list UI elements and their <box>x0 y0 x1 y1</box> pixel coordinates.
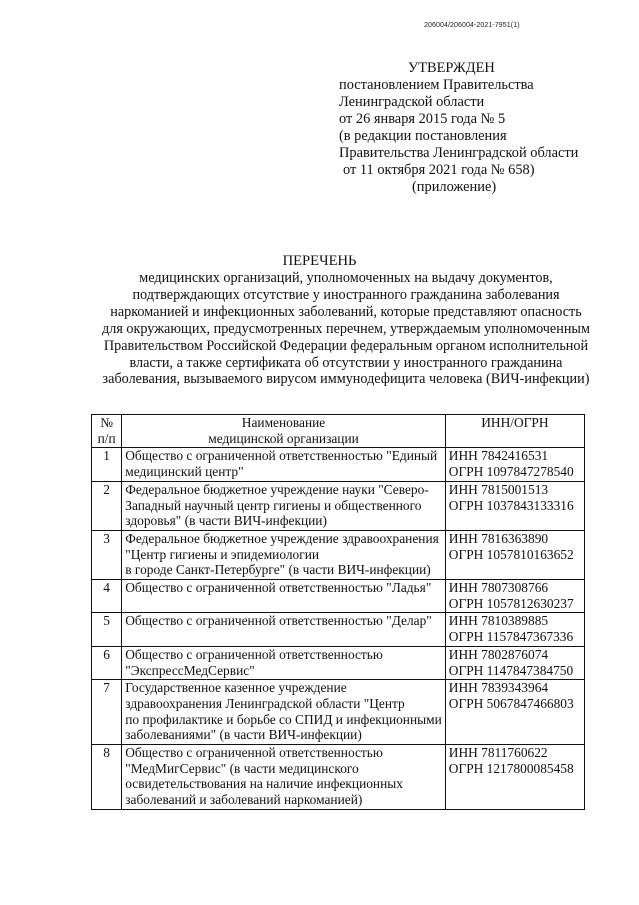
inn-value: ИНН 7839343964 <box>448 680 549 696</box>
header-number-line: п/п <box>97 430 116 446</box>
subtitle-line: наркоманией и инфекционных заболеваний, которые представляют опасность <box>110 303 582 320</box>
organization-name-line: здоровья" (в части ВИЧ-инфекции) <box>125 513 327 529</box>
subtitle-line: заболевания, вызываемого вирусом иммунодефицита человека (ВИЧ-инфекции) <box>102 371 590 388</box>
organization-name-line: медицинский центр" <box>125 464 244 480</box>
organizations-table <box>91 414 585 810</box>
row-number: 5 <box>92 613 122 646</box>
inn-value: ИНН 7802876074 <box>448 646 549 662</box>
organization-name <box>122 680 446 745</box>
subtitle-line: власти, а также сертификата об отсутствии у иностранного гражданина <box>129 354 563 371</box>
organization-name-line: здравоохранения Ленинградской области "Центр <box>125 695 405 711</box>
approval-line: (в редакции постановления <box>339 128 507 144</box>
approval-line: (приложение) <box>412 179 497 195</box>
inn-ogrn <box>445 646 584 679</box>
approval-line: Правительства Ленинградской области <box>339 145 579 161</box>
header-number <box>92 415 122 448</box>
inn-value: ИНН 7810389885 <box>448 613 549 629</box>
table-row <box>92 745 585 810</box>
approval-line: от 26 января 2015 года № 5 <box>339 111 506 127</box>
ogrn-value: ОГРН 1217800085458 <box>448 760 574 776</box>
ogrn-value: ОГРН 1097847278540 <box>448 464 574 480</box>
organization-name-line: Государственное казенное учреждение <box>125 680 347 696</box>
inn-value: ИНН 7816363890 <box>448 530 549 546</box>
subtitle-line: Правительством Российской Федерации федеральным органом исполнительной <box>103 337 589 354</box>
ogrn-value: ОГРН 1057810163652 <box>448 546 574 562</box>
organization-name-line: "МедМигСервис" (в части медицинского <box>125 760 359 776</box>
inn-ogrn <box>445 448 584 481</box>
document-title: ПЕРЕЧЕНЬ <box>282 253 357 269</box>
row-number: 1 <box>92 448 122 481</box>
ogrn-value: ОГРН 1157847367336 <box>448 629 574 645</box>
organization-name-line: заболеваниями" (в части ВИЧ-инфекции) <box>125 727 362 743</box>
header-number-line: № <box>100 415 114 430</box>
table-row <box>92 613 585 646</box>
organization-name-line: "ЭкспрессМедСервис" <box>125 662 255 678</box>
organization-name-line: в городе Санкт-Петербурге" (в части ВИЧ-инфекции) <box>125 562 431 578</box>
header-inn-line: ИНН/ОГРН <box>481 415 549 430</box>
ogrn-value: ОГРН 1057812630237 <box>448 595 574 611</box>
header-name <box>122 415 446 448</box>
row-number: 2 <box>92 481 122 530</box>
organization-name-line: заболеваний и заболеваний наркоманией) <box>125 792 363 808</box>
table-header-row <box>92 415 585 448</box>
organization-name <box>122 745 446 810</box>
inn-value: ИНН 7815001513 <box>448 481 549 497</box>
inn-ogrn <box>445 530 584 579</box>
organization-name-line: Федеральное бюджетное учреждение науки "Северо- <box>125 481 429 497</box>
approval-line: от 11 октября 2021 года № 658) <box>343 162 535 178</box>
row-number: 8 <box>92 745 122 810</box>
inn-ogrn <box>445 745 584 810</box>
organization-name-line: Общество с ограниченной ответственностью "Единый <box>125 448 438 464</box>
header-inn <box>445 415 584 448</box>
approval-line: Ленинградской области <box>339 94 485 110</box>
subtitle-line: подтверждающих отсутствие у иностранного гражданина заболевания <box>132 286 560 303</box>
document-id: 206004/206004-2021-7951(1) <box>424 22 520 29</box>
table-row <box>92 646 585 679</box>
inn-ogrn <box>445 580 584 613</box>
inn-ogrn <box>445 613 584 646</box>
row-number: 6 <box>92 646 122 679</box>
organization-name <box>122 613 446 646</box>
row-number: 7 <box>92 680 122 745</box>
organization-name <box>122 448 446 481</box>
document-subtitle <box>96 270 596 388</box>
approval-heading: УТВЕРЖДЕН <box>408 60 495 76</box>
organization-name <box>122 481 446 530</box>
organization-name-line: Западный научный центр гигиены и общественного <box>125 497 422 513</box>
table-body <box>92 448 585 809</box>
row-number: 3 <box>92 530 122 579</box>
row-number: 4 <box>92 580 122 613</box>
inn-value: ИНН 7811760622 <box>448 745 548 761</box>
organization-name-line: Общество с ограниченной ответственностью "Ладья" <box>125 580 432 596</box>
organization-name-line: Общество с ограниченной ответственностью <box>125 745 383 761</box>
organization-name-line: Общество с ограниченной ответственностью <box>125 646 383 662</box>
inn-ogrn <box>445 680 584 745</box>
organization-name-line: Федеральное бюджетное учреждение здравоохранения <box>125 530 439 546</box>
organization-name-line: Общество с ограниченной ответственностью "Делар" <box>125 613 432 629</box>
table-row <box>92 530 585 579</box>
approval-line: постановлением Правительства <box>339 77 534 93</box>
organization-name <box>122 530 446 579</box>
subtitle-line: для окружающих, предусмотренных перечнем, утверждаемым уполномоченным <box>102 320 590 337</box>
organization-name <box>122 646 446 679</box>
inn-value: ИНН 7842416531 <box>448 448 549 464</box>
organization-name-line: "Центр гигиены и эпидемиологии <box>125 546 320 562</box>
header-name-line: Наименование <box>241 415 326 430</box>
ogrn-value: ОГРН 1037843133316 <box>448 497 574 513</box>
table-row <box>92 481 585 530</box>
inn-ogrn <box>445 481 584 530</box>
subtitle-line: медицинских организаций, уполномоченных на выдачу документов, <box>139 270 553 286</box>
table-row <box>92 680 585 745</box>
inn-value: ИНН 7807308766 <box>448 580 549 596</box>
table-row <box>92 580 585 613</box>
organization-name-line: по профилактике и борьбе со СПИД и инфекционными <box>125 711 442 727</box>
organization-name <box>122 580 446 613</box>
ogrn-value: ОГРН 5067847466803 <box>448 695 574 711</box>
ogrn-value: ОГРН 1147847384750 <box>448 662 574 678</box>
organization-name-line: освидетельствования на наличие инфекционных <box>125 776 403 792</box>
header-name-line: медицинской организации <box>208 430 359 446</box>
table-row <box>92 448 585 481</box>
